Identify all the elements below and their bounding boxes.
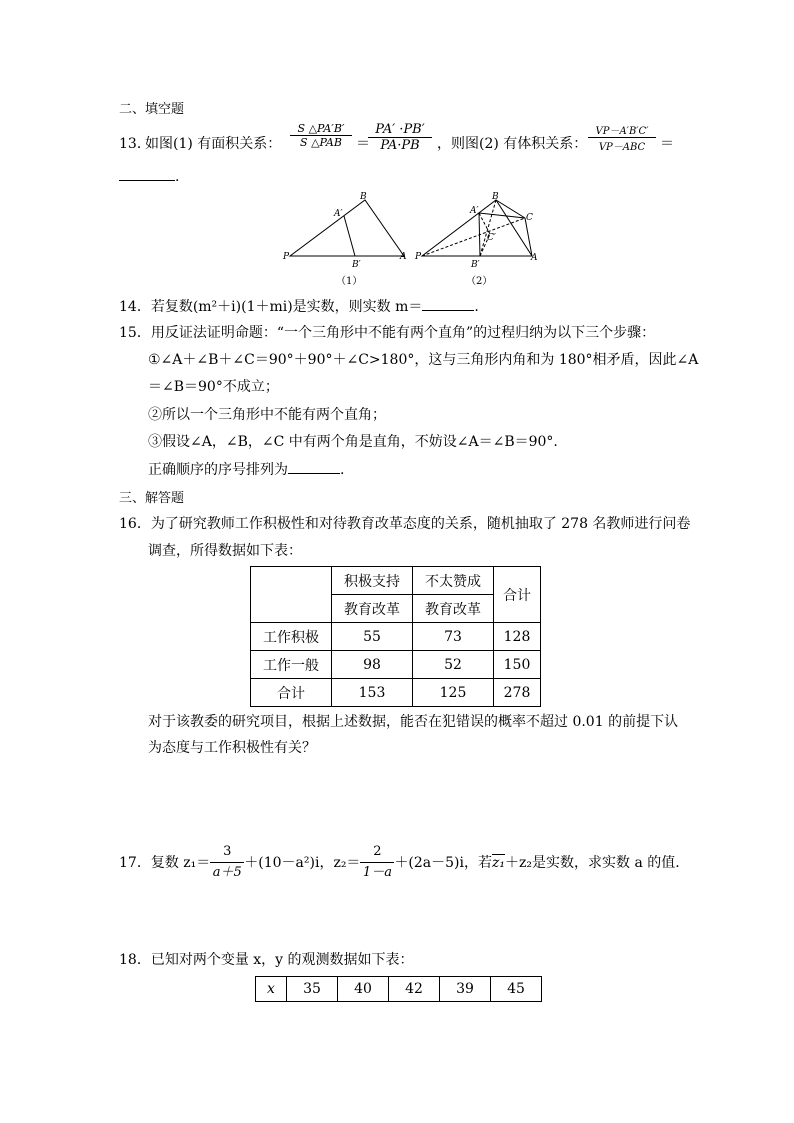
q13-eq: ＝ <box>356 136 370 152</box>
q13-frac1-num: S △PA′B′ <box>290 122 352 136</box>
fig1-label-a-prime: A′ <box>334 209 343 219</box>
q17-z1bar: z₁ <box>492 854 505 871</box>
q13-tail: . <box>175 169 180 185</box>
table-cell: 42 <box>389 977 440 1002</box>
table-cell: 合计 <box>251 679 332 707</box>
q17-line <box>119 842 680 883</box>
table-cell: 40 <box>338 977 389 1002</box>
table-row <box>251 651 541 679</box>
table-cell: 128 <box>494 623 541 651</box>
fig2-caption: （2） <box>466 276 493 287</box>
fig2-label-c: C <box>526 213 533 223</box>
table-header-cell: 积极支持 <box>332 567 413 595</box>
fig2-label-c-prime: C′ <box>487 233 496 243</box>
q13-fraction-area <box>290 122 352 149</box>
fig1-label-b: B <box>360 192 367 202</box>
q17-f1-den: a＋5 <box>212 865 242 880</box>
q17-f1-num: 3 <box>210 842 244 863</box>
q13-text2: ，则图(2) 有体积关系： <box>437 136 588 152</box>
q13-answer-blank <box>119 166 179 187</box>
q17-mid1: ＋(10－a²)i，z₂＝ <box>244 854 361 871</box>
table-cell: 45 <box>491 977 542 1002</box>
table-header-cell: 教育改革 <box>413 595 494 623</box>
q16-line1: 16．为了研究教师工作积极性和对待教育改革态度的关系，随机抽取了 278 名教师进行问卷 <box>119 516 691 532</box>
q14-tail: . <box>474 299 479 315</box>
table-row <box>251 679 541 707</box>
q13-eq2: ＝ <box>660 136 674 152</box>
q15-step2: ②所以一个三角形中不能有两个直角； <box>148 407 386 423</box>
q17-mid2: ＋(2a－5)i，若 <box>394 854 492 871</box>
q13-number: 13． <box>119 136 151 152</box>
table-cell: x <box>256 977 287 1002</box>
fig1-label-b-prime: B′ <box>352 260 361 270</box>
table-cell: 125 <box>413 679 494 707</box>
q13-fraction-length <box>368 122 432 153</box>
q13-frac2-num: PA′ ·PB′ <box>368 122 432 138</box>
fig1-caption: （1） <box>336 276 363 287</box>
q16-ask2: 为态度与工作积极性有关？ <box>148 740 316 756</box>
fig2-label-b: B <box>492 192 499 202</box>
table-header-cell: 教育改革 <box>332 595 413 623</box>
table-cell: 工作积极 <box>251 623 332 651</box>
q16-table <box>250 566 541 707</box>
table-header-cell: 不太赞成 <box>413 567 494 595</box>
q14-line <box>119 296 479 317</box>
q16-ask1: 对于该教委的研究项目，根据上述数据，能否在犯错误的概率不超过 0.01 的前提下认 <box>148 714 679 730</box>
fig1-label-a: A <box>400 252 407 262</box>
table-row <box>256 977 542 1002</box>
table-cell: 153 <box>332 679 413 707</box>
q13-frac2-den: PA·PB <box>380 138 420 153</box>
q15-order: 正确顺序的序号排列为 <box>148 462 288 478</box>
fig1-label-p: P <box>283 252 290 262</box>
q15-tail: . <box>340 462 345 478</box>
q17-f2-num: 2 <box>360 842 394 863</box>
q17-num: 17．复数 z₁＝ <box>119 854 211 871</box>
q15-step1a: ①∠A＋∠B＋∠C＝90°＋90°＋∠C>180°，这与三角形内角和为 180°相矛盾，因此∠A <box>148 352 699 368</box>
q18-text: 18．已知对两个变量 x，y 的观测数据如下表： <box>119 952 414 968</box>
table-cell: 150 <box>494 651 541 679</box>
fig2-label-a-prime: A′ <box>470 206 479 216</box>
q14-text: 14．若复数(m²＋i)(1＋mi)是实数，则实数 m＝ <box>119 299 423 315</box>
q18-table <box>255 976 542 1002</box>
q13-frac1-den: S △PAB <box>300 136 342 149</box>
fig2-label-a: A <box>531 253 538 263</box>
q13-frac3-den: VP－ABC <box>598 142 646 153</box>
table-header-row <box>251 567 541 595</box>
table-cell: 55 <box>332 623 413 651</box>
table-cell: 98 <box>332 651 413 679</box>
q15-order-line <box>148 459 344 480</box>
q13-text1: 如图(1) 有面积关系： <box>145 136 282 152</box>
table-cell: 52 <box>413 651 494 679</box>
fig2-label-b-prime: B′ <box>471 260 480 270</box>
q15-intro: 15．用反证法证明命题：“一个三角形中不能有两个直角”的过程归纳为以下三个步骤： <box>119 325 656 341</box>
q13-figures <box>280 188 550 288</box>
table-cell: 73 <box>413 623 494 651</box>
q15-step1b: ＝∠B＝90°不成立； <box>148 379 279 395</box>
q17-end: ＋z₂是实数，求实数 a 的值. <box>505 854 680 871</box>
table-header-total: 合计 <box>494 567 541 623</box>
q13-frac3-num: VP－A′B′C′ <box>588 122 656 138</box>
table-cell: 278 <box>494 679 541 707</box>
q16-line2: 调查，所得数据如下表： <box>148 543 302 559</box>
figure-1-triangles <box>290 200 404 256</box>
table-cell: 39 <box>440 977 491 1002</box>
table-cell: 工作一般 <box>251 651 332 679</box>
q17-f2-den: 1－a <box>362 865 392 880</box>
q13-fraction-volume <box>588 122 656 153</box>
table-row <box>251 623 541 651</box>
fig2-label-p: P <box>415 252 422 262</box>
table-cell: 35 <box>287 977 338 1002</box>
table-corner <box>251 567 332 623</box>
q15-step3: ③假设∠A，∠B，∠C 中有两个角是直角，不妨设∠A＝∠B＝90°. <box>148 434 558 450</box>
section-solve: 三、解答题 <box>119 491 185 506</box>
section-fill-blank: 二、填空题 <box>119 102 185 117</box>
